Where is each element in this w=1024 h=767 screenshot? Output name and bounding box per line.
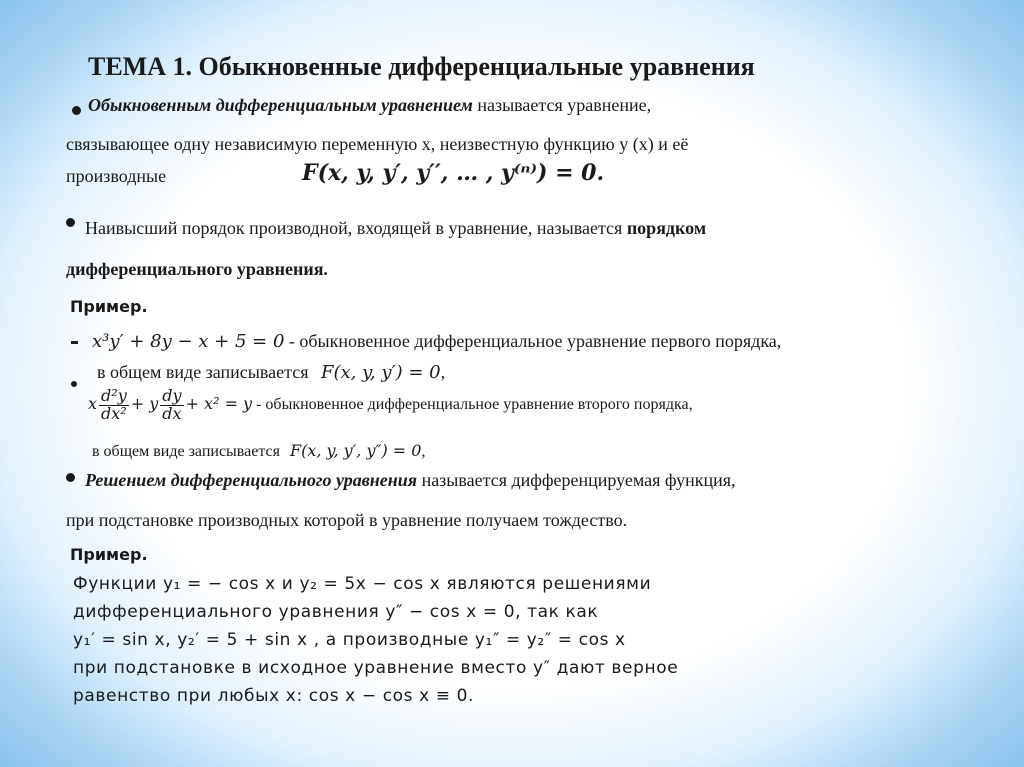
example2-line4: при подстановке в исходное уравнение вместо y″ дают верное [73,658,679,678]
bullet-icon [66,218,75,227]
def2-line1 [85,218,706,239]
def3-line1 [85,470,736,491]
ex2-frac2 [160,388,183,423]
ex2-frac1-den: dx² [101,403,127,423]
ex1-desc: - обыкновенное дифференциальное уравнение первого порядка, [284,331,782,351]
ex2-frac2-den: dx [162,403,182,423]
dash-icon [71,341,78,344]
def1-line1 [88,95,651,116]
example-label: Пример. [70,297,148,316]
ex2-frac1-num: d²y [101,386,127,405]
ex2-x: x [88,393,98,413]
ex2-plus1: + y [130,393,159,413]
example2-label: Пример. [70,545,148,564]
def2-text: Наивысший порядок производной, входящей в уравнение, называется [85,218,627,238]
ex2-line2 [92,441,425,461]
def1-line2: связывающее одну независимую переменную x, неизвестную функцию y (x) и её [66,134,689,154]
example2-line3: y₁′ = sin x, y₂′ = 5 + sin x , а производные y₁″ = y₂″ = cos x [73,630,626,650]
bullet-icon [71,381,77,387]
ex2-frac2-num: dy [162,386,182,405]
def2-line2: дифференциального уравнения. [66,259,328,279]
ex1-line2 [97,362,445,383]
ex2-general-formula: F(x, y, y′, y″) = 0 [289,441,422,460]
ex2-comma: , [421,443,426,460]
def1-rest: называется уравнение, [472,95,652,115]
ex1-general: в общем виде записывается [97,362,309,382]
def1-line3: производные [66,166,167,186]
example2-line5: равенство при любых х: cos x − cos x ≡ 0. [73,686,475,706]
def1-formula: F(x, y, y′, y′′, … , y⁽ⁿ⁾) = 0. [302,160,605,186]
def3-rest: называется дифференцируемая функция, [417,470,736,490]
ex1-general-formula: F(x, y, y′) = 0 [320,362,441,383]
example2-line1: Функции y₁ = − cos x и y₂ = 5x − cos x являются решениями [73,574,652,594]
def2-term: порядком [626,218,707,238]
bullet-icon [72,106,81,115]
def1-term: Обыкновенным дифференциальным уравнением [88,95,473,115]
bullet-icon [66,473,75,482]
ex2-desc: - обыкновенное дифференциальное уравнение второго порядка, [252,395,693,413]
page-title: ТЕМА 1. Обыкновенные дифференциальные уравнения [88,52,755,81]
ex2-general: в общем виде записывается [92,443,280,460]
ex2-frac1 [99,388,129,423]
ex1-formula: x³y′ + 8y − x + 5 = 0 [92,331,285,352]
ex1-comma: , [440,362,446,382]
example2-line2: дифференциального уравнения y″ − cos x = 0, так как [73,602,599,622]
ex2-tail: + x² = y [185,393,253,413]
def3-term: Решением дифференциального уравнения [85,470,418,490]
ex1-line1 [92,331,781,352]
ex2-line1 [88,388,693,423]
def3-line2: при подстановке производных которой в уравнение получаем тождество. [66,510,628,530]
